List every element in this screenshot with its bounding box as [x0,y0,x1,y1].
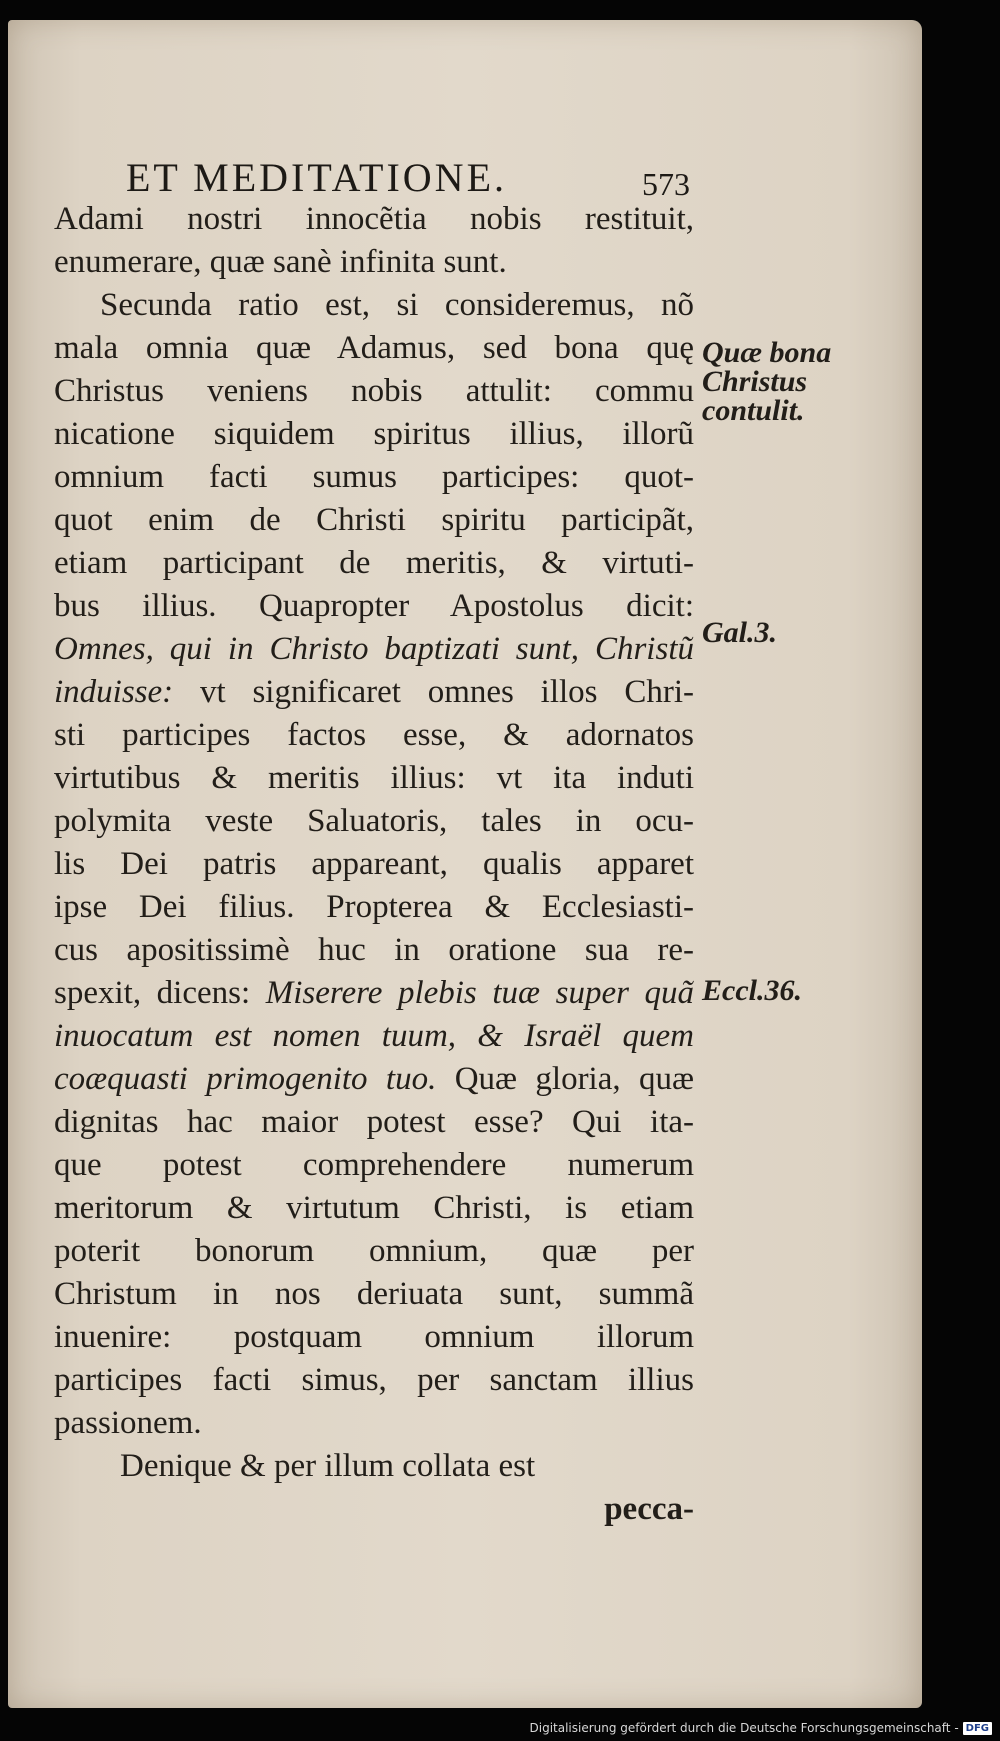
margin-note-que-bona [702,338,831,425]
text-line [54,542,694,585]
text-line [54,1402,694,1445]
credit-text: Digitalisierung gefördert durch die Deutsche Forschungsgemeinschaft - [529,1721,959,1735]
text-run: pecca- [604,1491,694,1527]
text-run: meritorum & virtutum Christi, is etiam [54,1190,694,1226]
text-line [54,499,694,542]
text-run: nicatione siquidem spiritus illius, illorũ [54,416,694,452]
text-run: lis Dei patris appareant, qualis apparet [54,846,694,882]
page-number: 573 [642,166,690,202]
italic-quotation: Omnes, qui in Christo baptizati sunt, Christũ [54,631,694,667]
text-run: omnium facti sumus participes: quot- [54,459,694,495]
italic-quotation: Miserere plebis tuæ super quã [265,975,694,1011]
body-text [54,198,694,1531]
text-run: etiam participant de meritis, & virtuti- [54,545,694,581]
text-line [54,413,694,456]
text-run: Christum in nos deriuata sunt, summã [54,1276,694,1312]
text-run: quot enim de Christi spiritu participãt, [54,502,694,538]
text-run: vt significaret omnes illos Chri- [173,674,694,710]
text-line [54,1058,694,1101]
text-line [54,1101,694,1144]
margin-note-eccl [702,976,802,1005]
book-page [8,20,922,1708]
text-run: mala omnia quæ Adamus, sed bona quę [54,330,694,366]
text-run: inuenire: postquam omnium illorum [54,1319,694,1355]
margin-note-line: contulit. [702,394,805,427]
text-line [54,886,694,929]
catchword [54,1488,694,1531]
text-run: Adami nostri innocẽtia nobis restituit, [54,201,694,237]
text-run: Christus veniens nobis attulit: commu [54,373,694,409]
text-run: passionem. [54,1405,202,1441]
text-run: bus illius. Quapropter Apostolus dicit: [54,588,694,624]
text-line [54,714,694,757]
text-line [54,929,694,972]
text-line [54,972,694,1015]
text-run: dignitas hac maior potest esse? Qui ita- [54,1104,694,1140]
text-line [54,1359,694,1402]
text-line [54,1144,694,1187]
text-line [54,757,694,800]
text-run: cus apositissimè huc in oratione sua re- [54,932,694,968]
text-line [54,241,694,284]
text-line [54,1273,694,1316]
running-title: ET MEDITATIONE. [126,155,507,200]
margin-note-gal [702,618,777,647]
text-line [54,456,694,499]
text-run: poterit bonorum omnium, quæ per [54,1233,694,1269]
italic-quotation: inuocatum est nomen tuum, & Israël quem [54,1018,694,1054]
margin-note-line: Eccl.36. [702,974,802,1007]
text-line [54,1316,694,1359]
text-run: ipse Dei filius. Propterea & Ecclesiasti- [54,889,694,925]
text-line [54,800,694,843]
margin-note-line: Quæ bona [702,336,832,369]
dfg-logo: DFG [963,1722,992,1735]
text-line [54,198,694,241]
text-line [54,671,694,714]
italic-quotation: induisse: [54,674,174,710]
text-line [54,284,694,327]
margin-note-line: Christus [702,365,808,398]
text-run: sti participes factos esse, & adornatos [54,717,694,753]
text-run: Denique & per illum collata est [120,1448,536,1484]
digitization-credit [530,1721,993,1735]
text-run: participes facti simus, per sanctam illius [54,1362,694,1398]
text-line [54,1230,694,1273]
text-line [54,1187,694,1230]
italic-quotation: coæquasti primogenito tuo. [54,1061,437,1097]
text-line [54,1445,694,1488]
text-line [54,843,694,886]
text-line [54,1015,694,1058]
text-line [54,628,694,671]
text-run: spexit, dicens: [54,975,266,1011]
text-run: enumerare, quæ sanè infinita sunt. [54,244,507,280]
text-run: Secunda ratio est, si consideremus, nõ [100,287,694,323]
text-run: polymita veste Saluatoris, tales in ocu- [54,803,694,839]
text-line [54,370,694,413]
text-line [54,327,694,370]
text-run: que potest comprehendere numerum [54,1147,694,1183]
text-line [54,585,694,628]
text-run: virtutibus & meritis illius: vt ita induti [54,760,694,796]
margin-note-line: Gal.3. [702,616,777,649]
text-run: Quæ gloria, quæ [436,1061,695,1097]
